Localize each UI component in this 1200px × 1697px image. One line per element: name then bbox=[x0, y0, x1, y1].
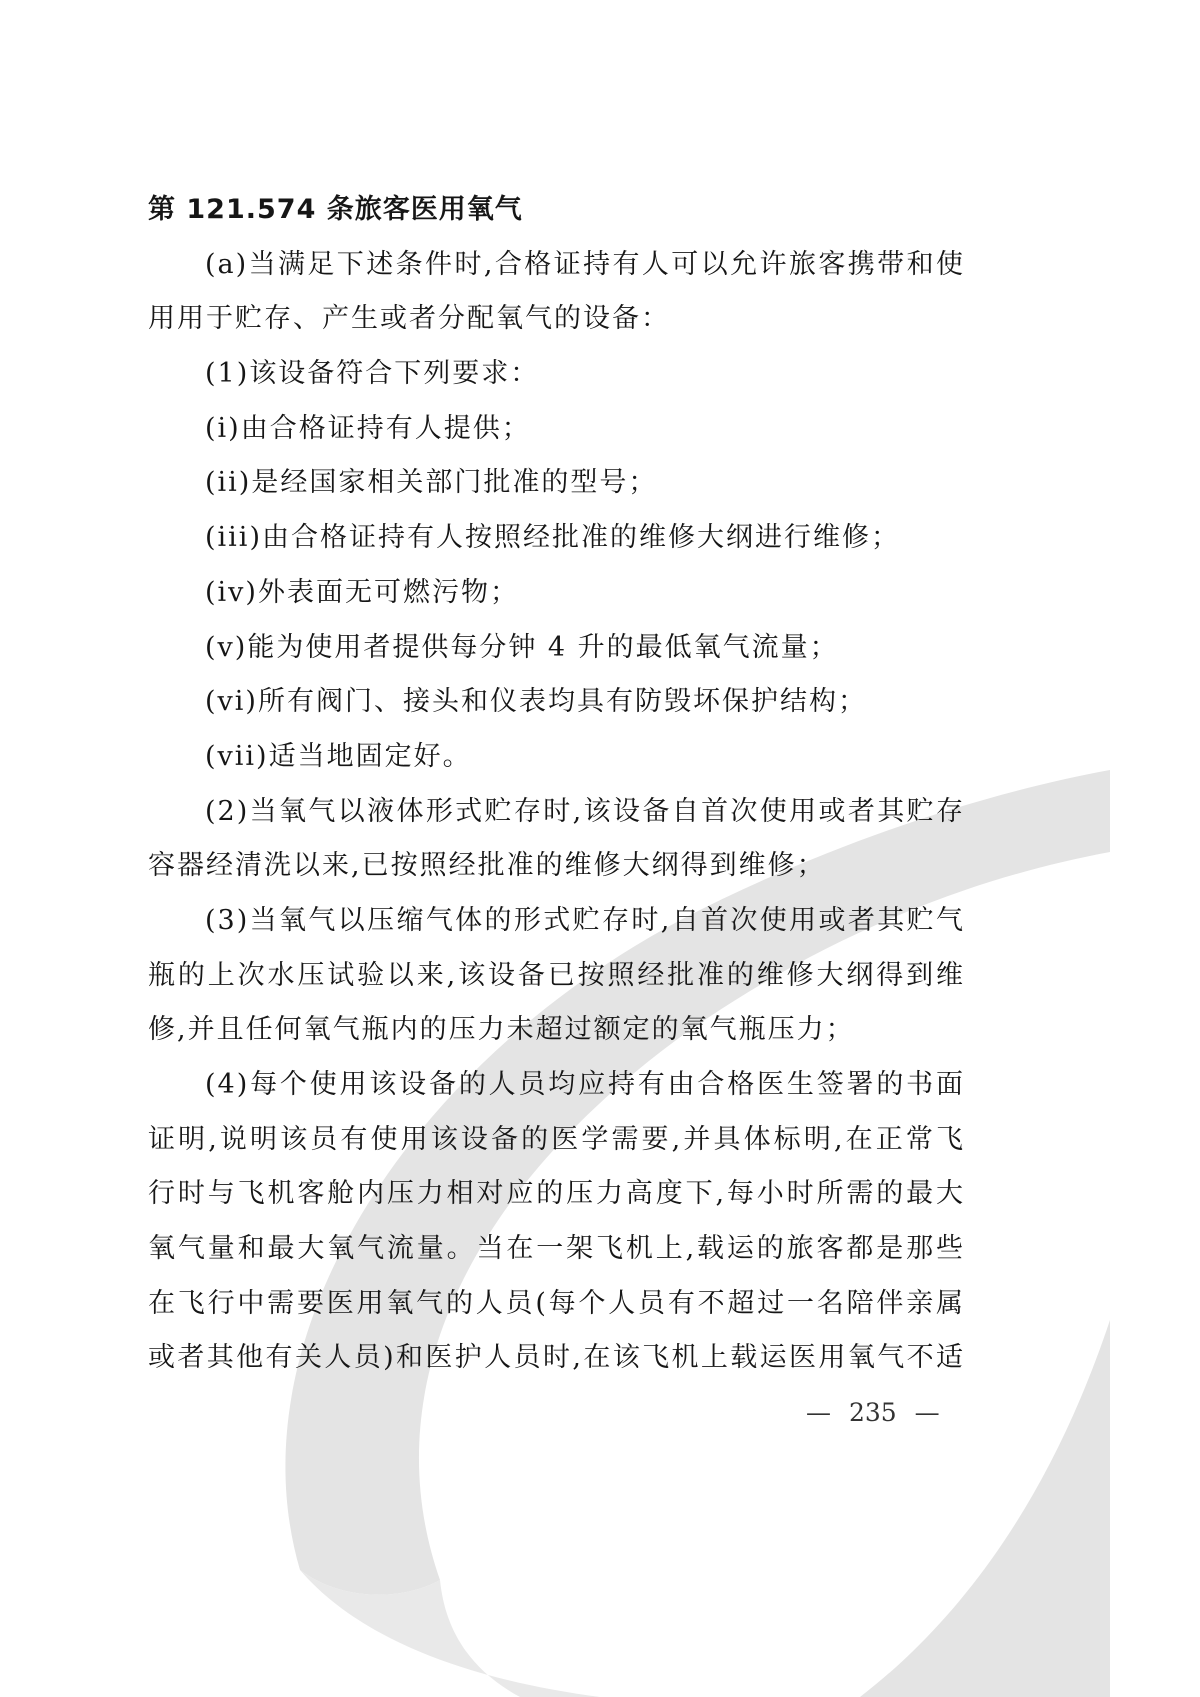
paragraph-line: (i)由合格证持有人提供； bbox=[205, 412, 531, 444]
item-1 bbox=[148, 347, 965, 402]
paragraph-a bbox=[148, 238, 965, 347]
paragraph-line: 证明,说明该员有使用该设备的医学需要,并具体标明,在正常飞 bbox=[148, 1123, 965, 1155]
page-number: — 235 — bbox=[806, 1398, 940, 1427]
paragraph-line: 用用于贮存、产生或者分配氧气的设备： bbox=[148, 303, 670, 335]
item-1-iv bbox=[148, 566, 965, 621]
paragraph-line: 氧气量和最大氧气流量。当在一架飞机上,载运的旅客都是那些 bbox=[148, 1233, 965, 1265]
paragraph-line: 修,并且任何氧气瓶内的压力未超过额定的氧气瓶压力； bbox=[148, 1014, 855, 1046]
item-1-vi bbox=[148, 675, 965, 730]
document-body bbox=[148, 183, 965, 1386]
item-1-vii bbox=[148, 730, 965, 785]
paragraph-line: (3)当氧气以压缩气体的形式贮存时,自首次使用或者其贮气 bbox=[205, 904, 965, 936]
item-2 bbox=[148, 785, 965, 894]
paragraph-line: 或者其他有关人员)和医护人员时,在该飞机上载运医用氧气不适 bbox=[148, 1342, 965, 1374]
paragraph-line: (v)能为使用者提供每分钟 4 升的最低氧气流量； bbox=[205, 631, 839, 663]
paragraph-line: (a)当满足下述条件时,合格证持有人可以允许旅客携带和使 bbox=[205, 248, 965, 280]
paragraph-line: (iv)外表面无可燃污物； bbox=[205, 576, 519, 608]
paragraph-line: (vi)所有阀门、接头和仪表均具有防毁坏保护结构； bbox=[205, 686, 867, 718]
paragraph-line: 容器经清洗以来,已按照经批准的维修大纲得到维修； bbox=[148, 850, 826, 882]
paragraph-line: (1)该设备符合下列要求： bbox=[205, 358, 540, 390]
article-title: 第 121.574 条旅客医用氧气 bbox=[148, 194, 523, 225]
item-1-iii bbox=[148, 511, 965, 566]
item-1-v bbox=[148, 621, 965, 676]
item-1-i bbox=[148, 402, 965, 457]
paragraph-line: 行时与飞机客舱内压力相对应的压力高度下,每小时所需的最大 bbox=[148, 1178, 965, 1210]
item-3 bbox=[148, 894, 965, 1058]
paragraph-line: (4)每个使用该设备的人员均应持有由合格医生签署的书面 bbox=[205, 1069, 965, 1100]
item-4 bbox=[148, 1058, 965, 1386]
item-1-ii bbox=[148, 456, 965, 511]
paragraph-line: (2)当氧气以液体形式贮存时,该设备自首次使用或者其贮存 bbox=[205, 795, 965, 827]
paragraph-line: (ii)是经国家相关部门批准的型号； bbox=[205, 467, 658, 499]
paragraph-line: (vii)适当地固定好。 bbox=[205, 740, 472, 772]
paragraph-line: 瓶的上次水压试验以来,该设备已按照经批准的维修大纲得到维 bbox=[148, 959, 965, 991]
paragraph-line: (iii)由合格证持有人按照经批准的维修大纲进行维修； bbox=[205, 522, 900, 554]
paragraph-line: 在飞行中需要医用氧气的人员(每个人员有不超过一名陪伴亲属 bbox=[148, 1287, 965, 1319]
